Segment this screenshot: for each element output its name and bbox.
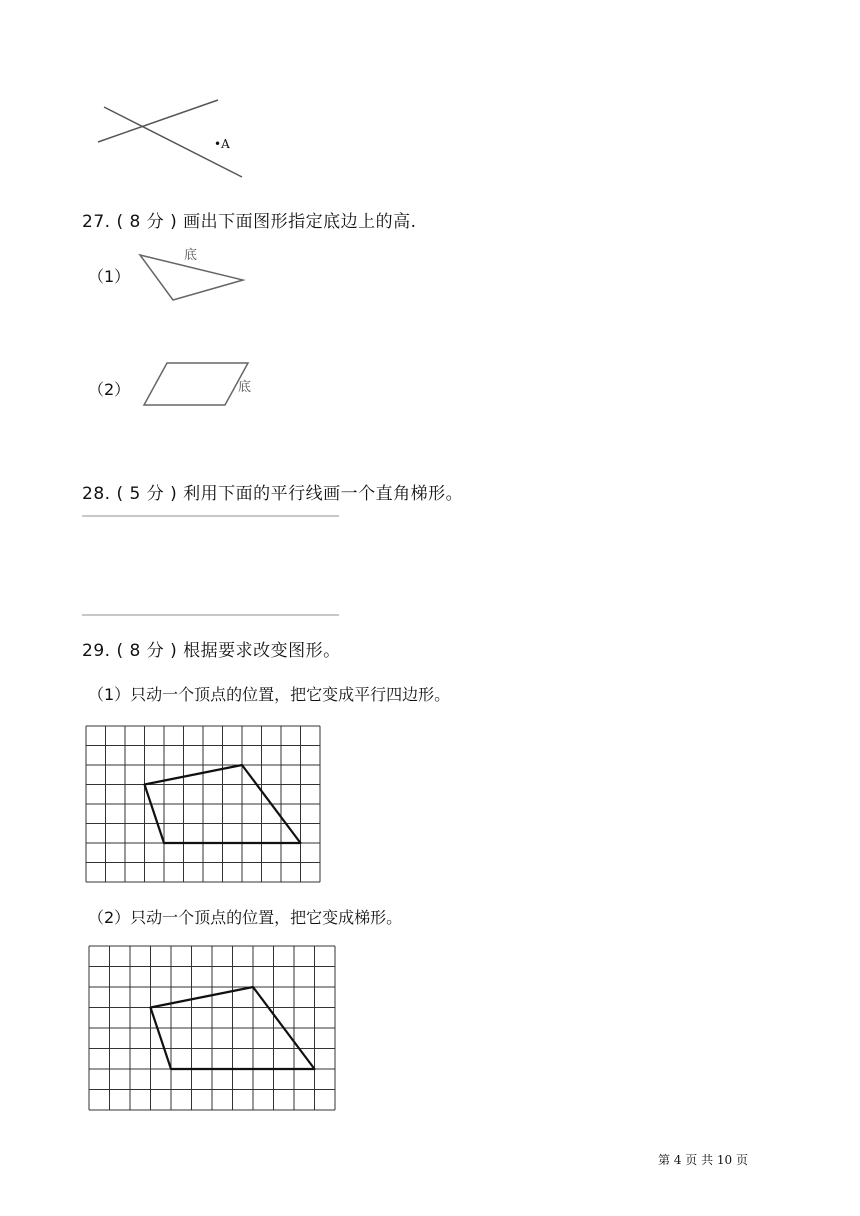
question-number: 29. — [82, 641, 111, 661]
point-a-label: •A — [214, 137, 230, 151]
question-text: 画出下面图形指定底边上的高. — [183, 212, 417, 232]
question-score: ( 5 分 ) — [116, 484, 178, 504]
question-29-title — [82, 636, 341, 661]
question-number: 28. — [82, 484, 111, 504]
q27-part1-label: （1） — [88, 267, 131, 286]
question-score: ( 8 分 ) — [116, 641, 178, 661]
q29-part2-text: （2）只动一个顶点的位置，把它变成梯形。 — [88, 908, 403, 927]
parallelogram-base-label: 底 — [238, 380, 252, 395]
question-number: 27. — [82, 212, 111, 232]
page-footer: 第 4 页 共 10 页 — [658, 1153, 748, 1167]
grid-figure-2 — [89, 946, 336, 1110]
question-27-title — [82, 207, 417, 232]
line-one — [98, 100, 218, 142]
q27-part2-label: （2） — [88, 380, 131, 399]
parallel-line-bottom — [82, 614, 339, 616]
grid-figure-1 — [86, 726, 320, 882]
parallelogram-shape — [144, 363, 248, 405]
parallel-line-top — [82, 515, 339, 517]
triangle-base-label: 底 — [184, 248, 198, 263]
question-score: ( 8 分 ) — [116, 212, 178, 232]
question-text: 根据要求改变图形。 — [183, 641, 341, 661]
question-28-title — [82, 479, 463, 504]
question-text: 利用下面的平行线画一个直角梯形。 — [183, 484, 464, 504]
q29-part1-text: （1）只动一个顶点的位置，把它变成平行四边形。 — [88, 685, 451, 704]
